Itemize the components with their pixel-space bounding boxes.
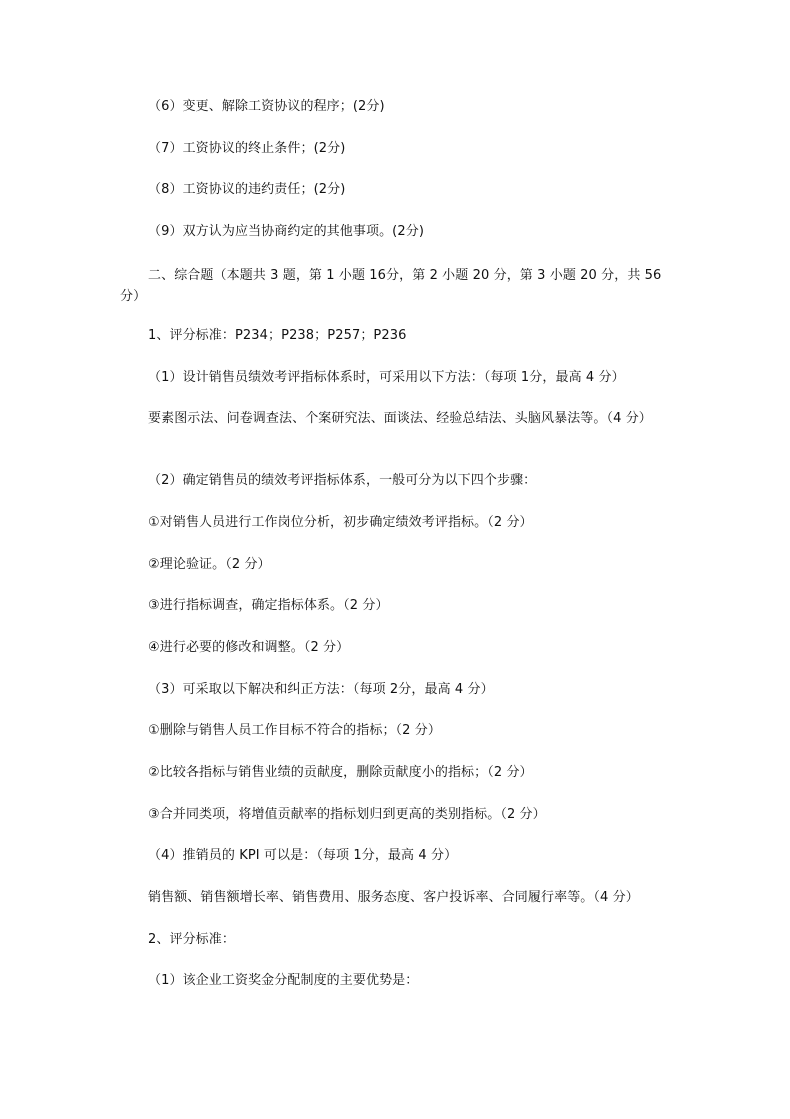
text-line: （2）确定销售员的绩效考评指标体系，一般可分为以下四个步骤： (148, 473, 537, 488)
text-line: 1、评分标准：P234；P238；P257；P236 (148, 328, 407, 343)
section-heading: 二、综合题（本题共 3 题，第 1 小题 16分，第 2 小题 20 分，第 3 小题 20 分，共 56 分） (120, 268, 662, 304)
text-line: （8）工资协议的违约责任；(2分) (148, 182, 346, 197)
text-line: 2、评分标准： (148, 932, 235, 947)
text-line: ③进行指标调查，确定指标体系。（2 分） (148, 598, 389, 613)
text-line: （3）可采取以下解决和纠正方法：（每项 2分，最高 4 分） (148, 682, 494, 697)
text-line: 要素图示法、问卷调查法、个案研究法、面谈法、经验总结法、头脑风暴法等。（4 分） (148, 411, 652, 426)
text-line: ②理论验证。（2 分） (148, 557, 271, 572)
text-line: （6）变更、解除工资协议的程序；(2分) (148, 99, 385, 114)
text-line: （7）工资协议的终止条件；(2分) (148, 141, 346, 156)
text-line: （1）该企业工资奖金分配制度的主要优势是： (148, 973, 419, 988)
text-line: （9）双方认为应当协商约定的其他事项。(2分) (148, 224, 424, 239)
text-line: 销售额、销售额增长率、销售费用、服务态度、客户投诉率、合同履行率等。（4 分） (148, 890, 639, 905)
text-line: ②比较各指标与销售业绩的贡献度，删除贡献度小的指标；（2 分） (148, 765, 533, 780)
text-line: ④进行必要的修改和调整。（2 分） (148, 640, 350, 655)
text-line: ①删除与销售人员工作目标不符合的指标；（2 分） (148, 723, 441, 738)
text-line: （1）设计销售员绩效考评指标体系时，可采用以下方法：（每项 1分，最高 4 分） (148, 370, 625, 385)
text-line: ③合并同类项，将增值贡献率的指标划归到更高的类别指标。（2 分） (148, 807, 546, 822)
text-line: （4）推销员的 KPI 可以是：（每项 1分，最高 4 分） (148, 848, 458, 863)
text-line: ①对销售人员进行工作岗位分析，初步确定绩效考评指标。（2 分） (148, 515, 533, 530)
